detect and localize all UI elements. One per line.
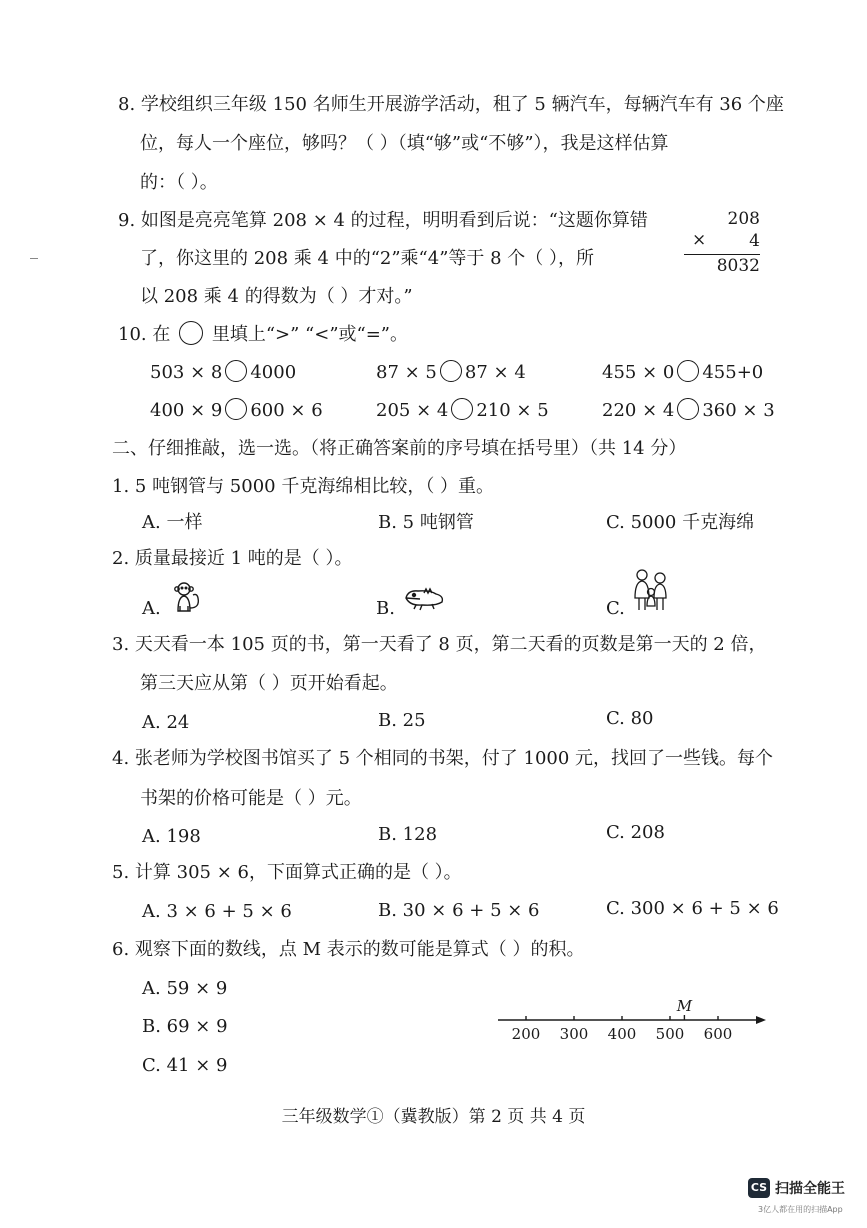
option-a[interactable]: A. 一样 xyxy=(142,512,203,533)
s5-stem: 5. 计算 305 × 6，下面算式正确的是（ ）。 xyxy=(112,862,462,883)
compare-item xyxy=(150,360,296,386)
compare-right: 600 × 6 xyxy=(250,400,323,421)
option-b[interactable]: B. 30 × 6 + 5 × 6 xyxy=(378,900,540,921)
option-b[interactable]: B. xyxy=(376,598,395,619)
tick-label: 200 xyxy=(511,1025,541,1043)
q9-line-1: 9. 如图是亮亮笔算 208 × 4 的过程，明明看到后说：“这题你算错 xyxy=(118,210,648,231)
option-b[interactable]: B. 128 xyxy=(378,824,438,845)
option-c[interactable]: C. 5000 千克海绵 xyxy=(606,512,755,533)
margin-mark xyxy=(30,258,38,259)
point-m-label: M xyxy=(676,997,693,1015)
crocodile-icon xyxy=(402,584,446,612)
circle-icon xyxy=(179,321,203,345)
compare-left: 87 × 5 xyxy=(376,362,437,383)
compare-item xyxy=(602,398,775,424)
q9-line-2: 了，你这里的 208 乘 4 中的“2”乘“4”等于 8 个（ ），所 xyxy=(140,248,595,269)
compare-left: 503 × 8 xyxy=(150,362,223,383)
option-c[interactable]: C. xyxy=(606,598,625,619)
multiplicand: 208 xyxy=(727,209,760,229)
option-a[interactable]: A. 198 xyxy=(142,826,201,847)
compare-left: 400 × 9 xyxy=(150,400,223,421)
option-b[interactable]: B. 25 xyxy=(378,710,426,731)
s4-line-1: 4. 张老师为学校图书馆买了 5 个相同的书架，付了 1000 元，找回了一些钱。每个 xyxy=(112,748,774,769)
product: 8032 xyxy=(716,256,760,276)
answer-circle[interactable] xyxy=(225,360,247,382)
tick-label: 500 xyxy=(655,1025,685,1043)
multiplier: 4 xyxy=(749,231,760,251)
tick-label: 600 xyxy=(703,1025,733,1043)
q10-stem xyxy=(118,322,408,348)
section-2-title: 二、仔细推敲，选一选。（将正确答案前的序号填在括号里）（共 14 分） xyxy=(112,438,687,459)
compare-right: 210 × 5 xyxy=(476,400,549,421)
option-a[interactable]: A. 59 × 9 xyxy=(142,978,228,999)
option-c[interactable]: C. 41 × 9 xyxy=(142,1055,228,1076)
compare-right: 455+0 xyxy=(702,362,764,383)
watermark-subtitle: 3亿人都在用的扫描App xyxy=(758,1205,843,1214)
answer-circle[interactable] xyxy=(440,360,462,382)
s1-stem: 1. 5 吨钢管与 5000 千克海绵相比较，（ ）重。 xyxy=(112,476,495,497)
monkey-icon xyxy=(170,580,204,614)
option-a[interactable]: A. 3 × 6 + 5 × 6 xyxy=(142,901,292,922)
tick-label: 400 xyxy=(607,1025,637,1043)
compare-right: 360 × 3 xyxy=(702,400,775,421)
s4-line-2: 书架的价格可能是（ ）元。 xyxy=(140,788,362,809)
page-footer: 三年级数学①（冀教版）第 2 页 共 4 页 xyxy=(281,1107,586,1127)
multiply-sign: × xyxy=(692,230,707,250)
compare-item xyxy=(376,360,526,386)
number-line xyxy=(490,994,775,1050)
compare-left: 455 × 0 xyxy=(602,362,675,383)
q8-line-3: 的：（ ）。 xyxy=(140,172,218,193)
answer-circle[interactable] xyxy=(677,360,699,382)
option-a[interactable]: A. xyxy=(142,598,161,619)
compare-left: 205 × 4 xyxy=(376,400,449,421)
arrow-right-icon xyxy=(756,1016,766,1024)
q8-line-2: 位，每人一个座位，够吗？（ ）（填“够”或“不够”），我是这样估算 xyxy=(140,133,669,154)
vertical-multiplication xyxy=(690,208,760,277)
q9-line-3: 以 208 乘 4 的得数为（ ）才对。” xyxy=(140,286,413,307)
compare-item xyxy=(376,398,549,424)
family-icon xyxy=(632,568,672,612)
option-c[interactable]: C. 80 xyxy=(606,708,654,729)
compare-left: 220 × 4 xyxy=(602,400,675,421)
compare-right: 87 × 4 xyxy=(464,362,526,383)
tick-label: 300 xyxy=(559,1025,589,1043)
option-c[interactable]: C. 300 × 6 + 5 × 6 xyxy=(606,898,779,919)
s3-line-2: 第三天应从第（ ）页开始看起。 xyxy=(140,673,398,694)
option-c[interactable]: C. 208 xyxy=(606,822,665,843)
s3-line-1: 3. 天天看一本 105 页的书，第一天看了 8 页，第二天看的页数是第一天的 2 倍， xyxy=(112,634,767,655)
s6-stem: 6. 观察下面的数线，点 M 表示的数可能是算式（ ）的积。 xyxy=(112,939,585,960)
answer-circle[interactable] xyxy=(677,398,699,420)
s2-stem: 2. 质量最接近 1 吨的是（ ）。 xyxy=(112,548,353,569)
answer-circle[interactable] xyxy=(451,398,473,420)
option-b[interactable]: B. 5 吨钢管 xyxy=(378,512,474,533)
camscanner-logo-icon: CS xyxy=(748,1178,770,1198)
compare-item xyxy=(602,360,763,386)
option-a[interactable]: A. 24 xyxy=(142,712,190,733)
q10-suffix: 里填上“>” “<”或“=”。 xyxy=(211,324,409,345)
q10-prefix: 10. 在 xyxy=(118,324,171,345)
option-b[interactable]: B. 69 × 9 xyxy=(142,1016,228,1037)
answer-circle[interactable] xyxy=(225,398,247,420)
compare-item xyxy=(150,398,323,424)
watermark-name: 扫描全能王 xyxy=(775,1181,845,1197)
q8-line-1: 8. 学校组织三年级 150 名师生开展游学活动，租了 5 辆汽车，每辆汽车有 36 个座 xyxy=(118,94,784,115)
compare-right: 4000 xyxy=(250,362,297,383)
